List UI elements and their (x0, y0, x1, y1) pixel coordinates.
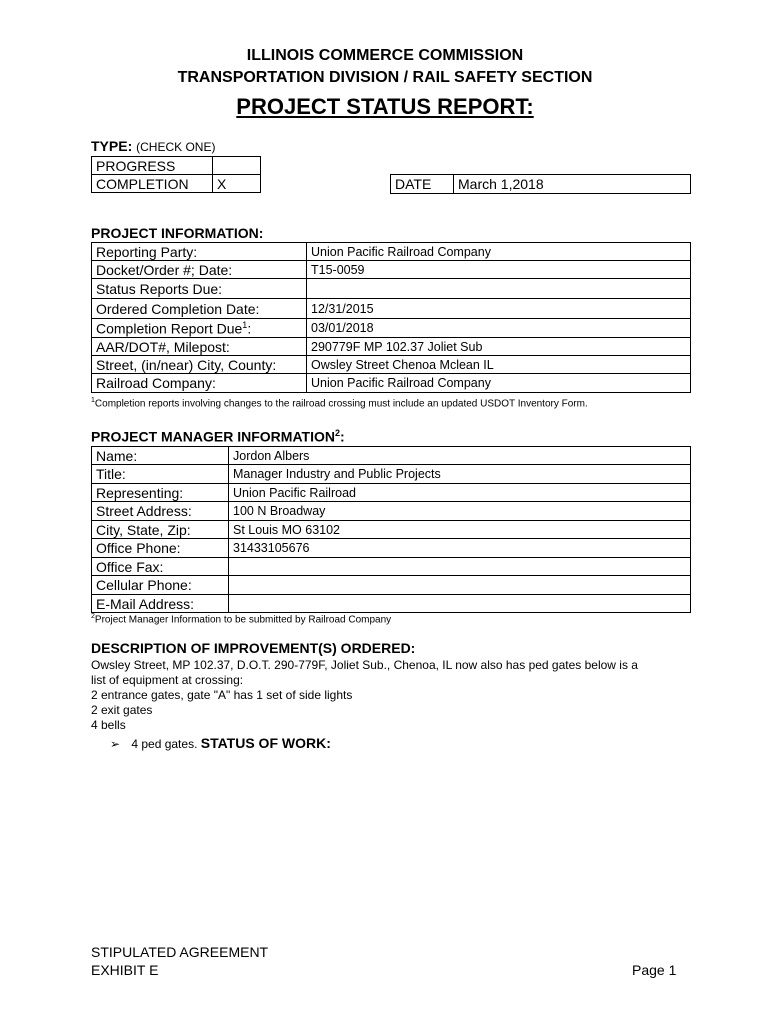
field-value[interactable] (229, 576, 691, 595)
table-row (92, 595, 691, 613)
field-label: Title: (92, 465, 229, 484)
field-value[interactable]: Manager Industry and Public Projects (229, 465, 691, 484)
field-value[interactable] (229, 595, 691, 613)
field-value[interactable]: Union Pacific Railroad Company (307, 374, 691, 393)
table-row (92, 576, 691, 595)
field-value[interactable] (229, 558, 691, 576)
table-row (92, 374, 691, 393)
table-row (92, 484, 691, 502)
type-row-completion (92, 175, 261, 193)
field-label: Ordered Completion Date: (92, 299, 307, 319)
pm-info-heading (91, 428, 345, 445)
status-of-work-heading: STATUS OF WORK: (200, 735, 331, 751)
field-value[interactable] (307, 279, 691, 299)
page-title: PROJECT STATUS REPORT: (236, 94, 534, 119)
table-row (92, 521, 691, 539)
field-value[interactable]: Owsley Street Chenoa Mclean IL (307, 356, 691, 374)
type-heading (91, 138, 215, 154)
footnote-number: 1 (91, 397, 95, 404)
field-label: Railroad Company: (92, 374, 307, 393)
field-label: Name: (92, 447, 229, 465)
field-value[interactable]: Jordon Albers (229, 447, 691, 465)
field-label: Representing: (92, 484, 229, 502)
field-label: Status Reports Due: (92, 279, 307, 299)
description-bullet (110, 735, 331, 751)
type-option-label: PROGRESS (92, 157, 213, 175)
footnote-marker: 1 (242, 319, 248, 330)
pm-info-table (91, 446, 691, 613)
description-line: list of equipment at crossing: (91, 673, 244, 687)
field-label: Reporting Party: (92, 243, 307, 261)
header-line-1: ILLINOIS COMMERCE COMMISSION (246, 47, 524, 64)
pm-info-heading-text: PROJECT MANAGER INFORMATION (91, 428, 335, 445)
footnote-text: Project Manager Information to be submitted by Railroad Company (94, 614, 392, 626)
project-info-table (91, 242, 691, 393)
project-info-heading: PROJECT INFORMATION: (91, 225, 264, 241)
table-row (92, 465, 691, 484)
type-row-progress (92, 157, 261, 175)
field-value[interactable]: 100 N Broadway (229, 502, 691, 521)
date-value[interactable]: March 1,2018 (454, 175, 691, 194)
footnote-marker: 2 (334, 428, 340, 438)
pm-info-heading-suffix: : (339, 428, 345, 445)
field-value[interactable]: 290779F MP 102.37 Joliet Sub (307, 338, 691, 356)
table-row (92, 558, 691, 576)
bullet-arrow-icon: ➢ (110, 737, 121, 751)
type-table (91, 156, 261, 193)
field-value[interactable]: 12/31/2015 (307, 299, 691, 319)
bullet-text: 4 ped gates. (131, 737, 198, 751)
project-info-footnote (91, 397, 588, 409)
field-label: AAR/DOT#, Milepost: (92, 338, 307, 356)
field-label: City, State, Zip: (92, 521, 229, 539)
field-label: E-Mail Address: (92, 595, 229, 613)
field-value[interactable]: Union Pacific Railroad (229, 484, 691, 502)
field-value[interactable]: 03/01/2018 (307, 319, 691, 338)
field-label: Office Phone: (92, 539, 229, 558)
type-hint: (CHECK ONE) (136, 140, 216, 154)
type-option-checkbox[interactable]: X (213, 175, 261, 193)
footnote-number: 2 (91, 613, 95, 620)
table-row (92, 338, 691, 356)
footer-stipulated-agreement: STIPULATED AGREEMENT (91, 944, 269, 960)
description-line: 2 exit gates (91, 703, 153, 717)
field-label: Street, (in/near) City, County: (92, 356, 307, 374)
footnote-text: Completion reports involving changes to the railroad crossing must include an updated USDOT Inventory Form. (94, 398, 588, 410)
description-line: 4 bells (91, 718, 126, 732)
header-line-2: TRANSPORTATION DIVISION / RAIL SAFETY SECTION (177, 69, 593, 86)
table-row (92, 447, 691, 465)
type-option-label: COMPLETION (92, 175, 213, 193)
field-value[interactable]: St Louis MO 63102 (229, 521, 691, 539)
description-line: Owsley Street, MP 102.37, D.O.T. 290-779F, Joliet Sub., Chenoa, IL now also has ped gates below is a (91, 658, 638, 672)
type-option-checkbox[interactable] (213, 157, 261, 175)
field-value[interactable]: Union Pacific Railroad Company (307, 243, 691, 261)
table-row (92, 261, 691, 279)
date-label: DATE (391, 175, 454, 194)
field-value[interactable]: 31433105676 (229, 539, 691, 558)
table-row (92, 356, 691, 374)
description-line: 2 entrance gates, gate "A" has 1 set of side lights (91, 688, 353, 702)
description-heading: DESCRIPTION OF IMPROVEMENT(S) ORDERED: (91, 640, 416, 656)
field-label-suffix: : (247, 320, 252, 337)
footer-exhibit: EXHIBIT E (91, 962, 159, 978)
field-value[interactable]: T15-0059 (307, 261, 691, 279)
field-label-text: Completion Report Due (96, 320, 243, 337)
table-row (92, 319, 691, 338)
pm-info-footnote (91, 613, 391, 625)
description-body (91, 658, 691, 733)
table-row (92, 502, 691, 521)
date-table (390, 174, 691, 194)
field-label: Cellular Phone: (92, 576, 229, 595)
type-label: TYPE: (91, 138, 133, 154)
field-label: Docket/Order #; Date: (92, 261, 307, 279)
field-label: Street Address: (92, 502, 229, 521)
table-row (92, 279, 691, 299)
field-label (92, 319, 307, 338)
table-row (92, 299, 691, 319)
table-row (92, 243, 691, 261)
page-number: Page 1 (632, 962, 677, 978)
table-row (92, 539, 691, 558)
field-label: Office Fax: (92, 558, 229, 576)
